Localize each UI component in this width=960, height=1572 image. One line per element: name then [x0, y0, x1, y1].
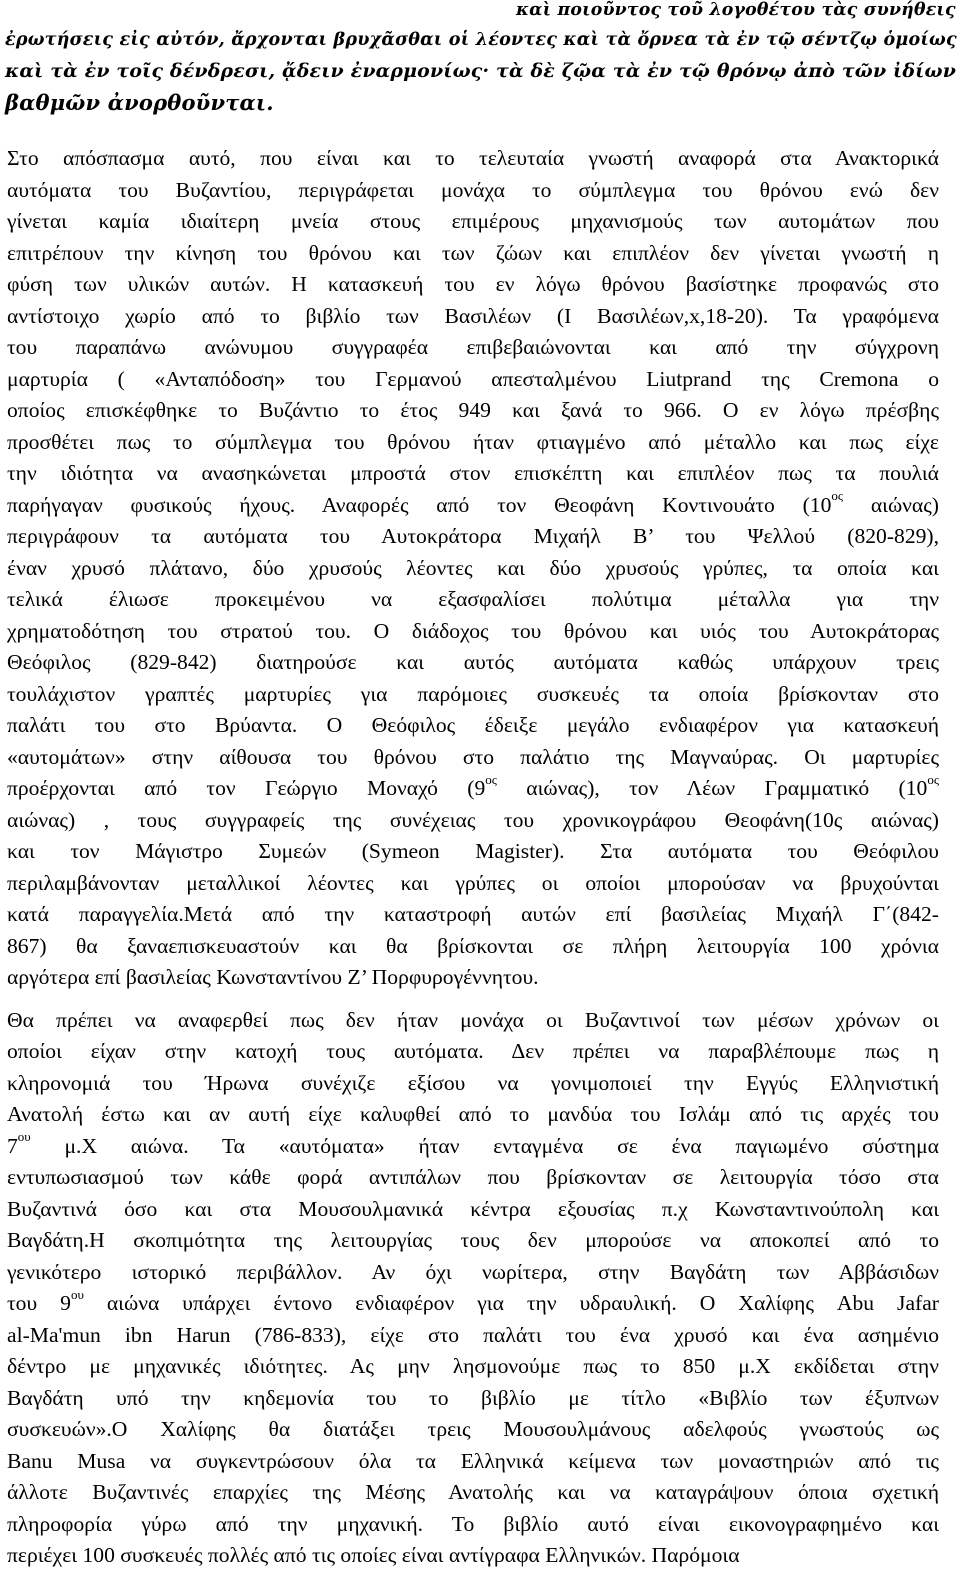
text-line: αιώνας) , τους συγγραφείς της συνέχειας του χρονικογράφου Θεοφάνη(10ς αιώνας)	[7, 807, 939, 832]
text-line: περιγράφουν τα αυτόματα του Αυτοκράτορα Μιχαήλ Β’ του Ψελλού (820-829),	[7, 524, 939, 548]
text-line: αντίστοιχο χωρίο από το βιβλίο των Βασιλέων (Ι Βασιλέων,x,18-20). Τα γραφόμενα	[7, 303, 939, 328]
text-line: τελικά έλιωσε προκειμένου να εξασφαλίσει πολύτιμα μέταλλα για την	[7, 587, 939, 611]
text-line: «αυτομάτων» στην αίθουσα του θρόνου στο παλάτιο της Μαγναύρας. Οι μαρτυρίες	[7, 744, 939, 769]
text-line: τουλάχιστον γραπτές μαρτυρίες για παρόμοιες συσκευές τα οποία βρίσκονταν στο	[7, 681, 939, 706]
text-line: οποίος επισκέφθηκε το Βυζάντιο το έτος 949 και ξανά το 966. Ο εν λόγω πρέσβης	[7, 398, 939, 422]
text-line: περιλαμβάνονταν μεταλλικοί λέοντες και γρύπες οι οποίοι μπορούσαν να βρυχούνται	[7, 870, 939, 895]
text-line: φύση των υλικών αυτών. Η κατασκευή του εν λόγω θρόνου βασίστηκε προφανώς στο	[7, 272, 939, 296]
text-line: την ιδιότητα να ανασηκώνεται μπροστά στον επισκέπτη και επιπλέον πως τα πουλιά	[7, 461, 939, 485]
text-line: κατά παραγγελία.Μετά από την καταστροφή αυτών επί βασιλείας Μιχαήλ Γ΄(842-	[7, 902, 939, 926]
paragraph-islamic-automata	[7, 1005, 939, 1572]
text-line: αργότερα επί βασιλείας Κωνσταντίνου Ζ’ Πορφυρογέννητου.	[7, 965, 539, 989]
ordinal-superscript: ος	[831, 488, 844, 504]
text-line: έναν χρυσό πλάτανο, δύο χρυσούς λέοντες και δύο χρυσούς γρύπες, τα οποία και	[7, 555, 939, 580]
ordinal-superscript: ου	[17, 1129, 31, 1145]
text-line: μαρτυρία ( «Ανταπόδοση» του Γερμανού απεσταλμένου Liutprand της Cremona ο	[7, 366, 939, 391]
text-line: Βαγδάτη.Η σκοπιμότητα της λειτουργίας τους δεν μπορούσε να αποκοπεί από το	[7, 1228, 939, 1252]
text-line: Θεόφιλος (829-842) διατηρούσε και αυτός αυτόματα καθώς υπάρχουν τρεις	[7, 650, 939, 674]
text-line: δέντρο με μηχανικές ιδιότητες. Ας μην λησμονούμε πως το 850 μ.Χ εκδίδεται στην	[7, 1354, 939, 1378]
text-line: χρηματοδότηση του στρατού του. Ο διάδοχος του θρόνου και υιός του Αυτοκράτορας	[7, 618, 939, 643]
text-line: Βυζαντινά όσο και στα Μουσουλμανικά κέντρα εξουσίας π.χ Κωνσταντινούπολη και	[7, 1196, 939, 1221]
ordinal-superscript: ου	[70, 1286, 84, 1302]
text-line: προσθέτει πως το σύμπλεγμα του θρόνου ήταν φτιαγμένο από μέταλλο και πως είχε	[7, 429, 939, 454]
text-line: γίνεται καμία ιδιαίτερη μνεία στους επιμέρους μηχανισμούς των αυτομάτων που	[7, 209, 939, 233]
text-line: Στο απόσπασμα αυτό, που είναι και το τελευταία γνωστή αναφορά στα Ανακτορικά	[7, 146, 939, 170]
text-line: Βαγδάτη υπό την κηδεμονία του το βιβλίο με τίτλο «Βιβλίο των έξυπνων	[7, 1385, 939, 1410]
ordinal-superscript: ος	[927, 771, 939, 787]
text-line: πληροφορία γύρω από την μηχανική. Το βιβλίο αυτό είναι εικονογραφημένο και	[7, 1511, 939, 1536]
greek-source-excerpt	[0, 0, 960, 120]
text-line: παλάτι του στο Βρύαντα. Ο Θεόφιλος έδειξε μεγάλο ενδιαφέρον για κατασκευή	[7, 713, 939, 737]
text-line: κληρονομιά του Ήρωνα συνέχιζε εξίσου να γονιμοποιεί την Εγγύς Ελληνιστική	[7, 1070, 939, 1095]
text-line: και τον Μάγιστρο Συμεών (Symeon Magister). Στα αυτόματα του Θεόφιλου	[7, 839, 939, 863]
text-line: περιέχει 100 συσκευές πολλές από τις οποίες είναι αντίγραφα Ελληνικών. Παρόμοια	[7, 1543, 740, 1567]
text-line: Banu Musa να συγκεντρώσουν όλα τα Ελληνικά κείμενα των μοναστηριών από τις	[7, 1448, 939, 1473]
text-line: προέρχονται από τον Γεώργιο Μοναχό ($9^{o\varsigma}$ αιώνας), τον Λέων Γραμματικό ($10^{o\varsigma}$	[7, 771, 939, 800]
text-line: του $9^{o\upsilon}$ αιώνα υπάρχει έντονο ενδιαφέρον για την υδραυλική. Ο Χαλίφης Abu Jafar	[7, 1286, 939, 1315]
article-body	[7, 143, 939, 1572]
text-line: 867) θα ξαναεπισκευαστούν και θα βρίσκονται σε πλήρη λειτουργία 100 χρόνια	[7, 933, 939, 958]
paragraph-byzantine-automata	[7, 143, 939, 994]
text-line: al-Ma'mun ibn Harun (786-833), είχε στο παλάτι του ένα χρυσό και ένα ασημένιο	[7, 1322, 939, 1347]
text-line: Θα πρέπει να αναφερθεί πως δεν ήταν μονάχα οι Βυζαντινοί των μέσων χρόνων οι	[7, 1007, 939, 1032]
text-line: συσκευών».Ο Χαλίφης θα διατάξει τρεις Μουσουλμάνους αδελφούς γνωστούς ως	[7, 1417, 939, 1441]
text-line: οποίοι είχαν στην κατοχή τους αυτόματα. Δεν πρέπει να παραβλέπουμε πως η	[7, 1039, 939, 1063]
text-line: Ανατολή έστω και αν αυτή είχε καλυφθεί από το μανδύα του Ισλάμ από τις αρχές του	[7, 1102, 939, 1126]
excerpt-line-3: καὶ τὰ ἐν τοῖς δένδρεσι, ᾄδειν ἐναρμονίως· τὰ δὲ ζῷα τὰ ἐν τῷ θρόνῳ ἀπὸ τῶν ἰδίων	[5, 60, 957, 82]
text-line: του παραπάνω ανώνυμου συγγραφέα επιβεβαιώνονται και από την σύγχρονη	[7, 335, 939, 359]
text-line: $7^{o\upsilon}$ μ.Χ αιώνα. Τα «αυτόματα» ήταν ενταγμένα σε ένα παγιωμένο σύστημα	[7, 1129, 939, 1158]
text-line: άλλοτε Βυζαντινές επαρχίες της Μέσης Ανατολής και να καταγράψουν όποια σχετική	[7, 1480, 939, 1504]
text-line: εντυπωσιασμού των κάθε φορά αντιπάλων που βρίσκονταν σε λειτουργία τόσο στα	[7, 1165, 939, 1189]
excerpt-line-4: βαθμῶν ἀνορθοῦνται.	[5, 90, 274, 115]
excerpt-line-1: καὶ ποιοῦντος τοῦ λογοθέτου τὰς συνήθεις	[516, 0, 956, 20]
text-line: παρήγαγαν φυσικούς ήχους. Αναφορές από τον Θεοφάνη Κοντινουάτο ($10^{o\varsigma}$ αιώνας)	[7, 488, 939, 517]
text-line: αυτόματα του Βυζαντίου, περιγράφεται μονάχα το σύμπλεγμα του θρόνου ενώ δεν	[7, 177, 939, 202]
excerpt-line-2: ἐρωτήσεις εἰς αὐτόν, ἄρχονται βρυχᾶσθαι οἱ λέοντες καὶ τὰ ὄρνεα τὰ ἐν τῷ σέντζῳ ὁμοίως	[5, 30, 957, 50]
text-line: επιτρέπουν την κίνηση του θρόνου και των ζώων και επιπλέον δεν γίνεται γνωστή η	[7, 240, 939, 265]
ordinal-superscript: ος	[485, 771, 497, 787]
text-line: γενικότερο ιστορικό περιβάλλον. Αν όχι νωρίτερα, στην Βαγδάτη των Αββάσιδων	[7, 1259, 939, 1284]
